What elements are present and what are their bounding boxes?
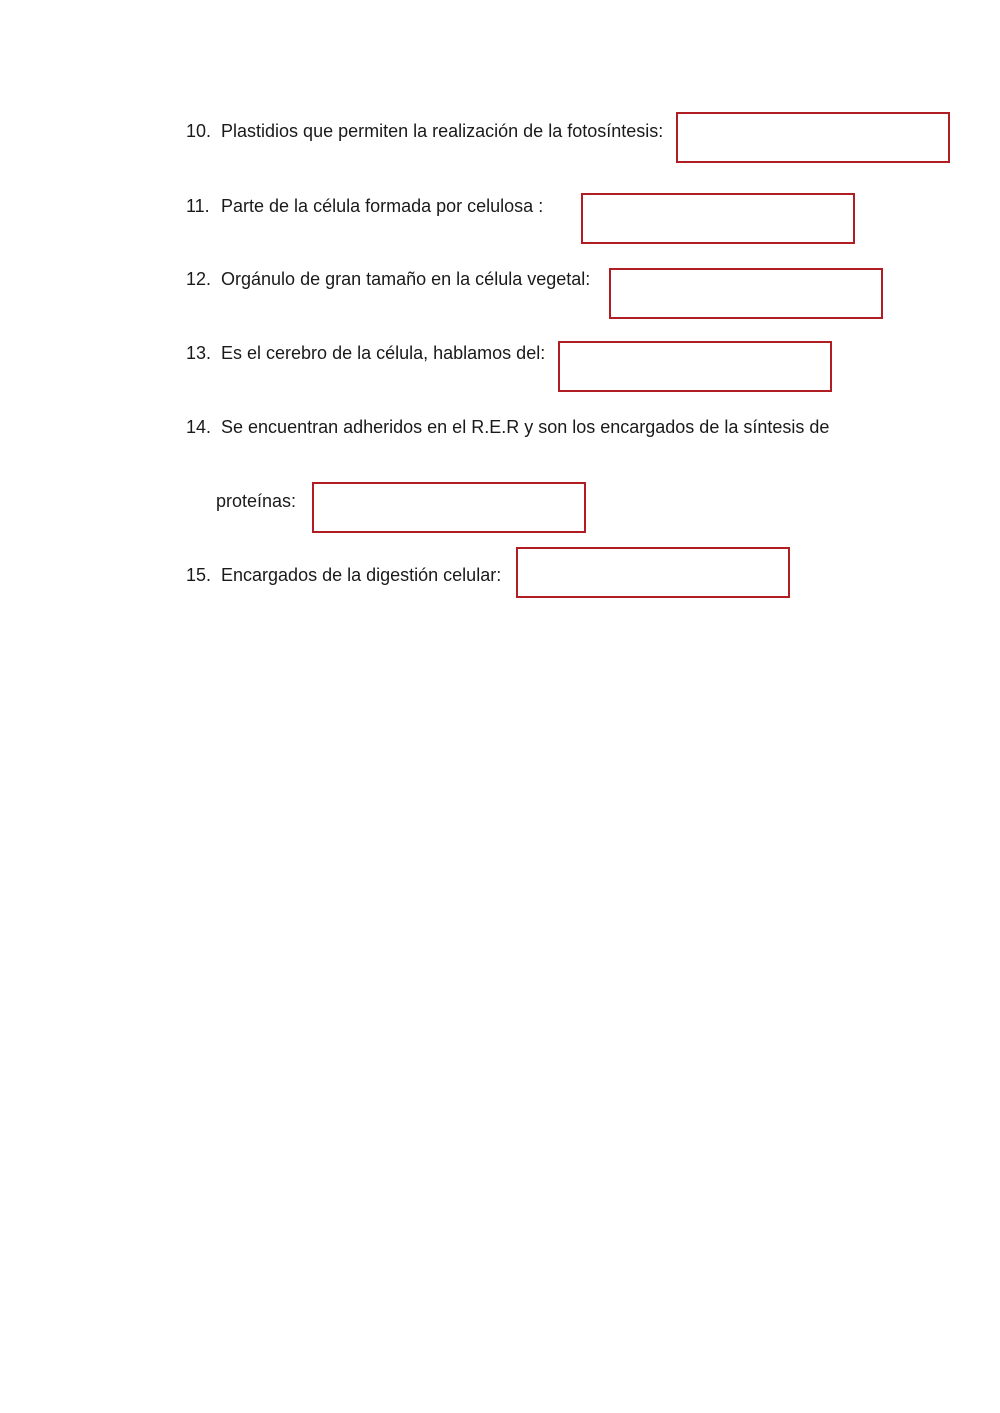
question-10: [186, 119, 663, 143]
question-number: 14.: [186, 417, 212, 437]
question-text: Se encuentran adheridos en el R.E.R y son los encargados de la síntesis de: [221, 417, 830, 437]
answer-box-15[interactable]: [516, 547, 790, 598]
question-14-continuation: proteínas:: [216, 491, 297, 511]
question-15: [186, 563, 501, 587]
answer-box-11[interactable]: [581, 193, 855, 244]
question-text: Orgánulo de gran tamaño en la célula vegetal:: [221, 269, 591, 289]
answer-box-10[interactable]: [676, 112, 950, 163]
answer-box-13[interactable]: [558, 341, 832, 392]
question-text: Es el cerebro de la célula, hablamos del:: [221, 343, 546, 363]
answer-box-14[interactable]: [312, 482, 586, 533]
question-number: 11.: [186, 196, 210, 216]
question-number: 15.: [186, 565, 212, 585]
question-text: Parte de la célula formada por celulosa :: [221, 196, 544, 216]
answer-box-12[interactable]: [609, 268, 883, 319]
question-14: [186, 415, 829, 439]
question-number: 13.: [186, 343, 212, 363]
question-number: 12.: [186, 269, 212, 289]
question-number: 10.: [186, 121, 212, 141]
question-text: Plastidios que permiten la realización de la fotosíntesis:: [221, 121, 664, 141]
question-13: [186, 341, 545, 365]
question-12: [186, 267, 590, 291]
question-11: [186, 194, 543, 218]
question-text: Encargados de la digestión celular:: [221, 565, 502, 585]
